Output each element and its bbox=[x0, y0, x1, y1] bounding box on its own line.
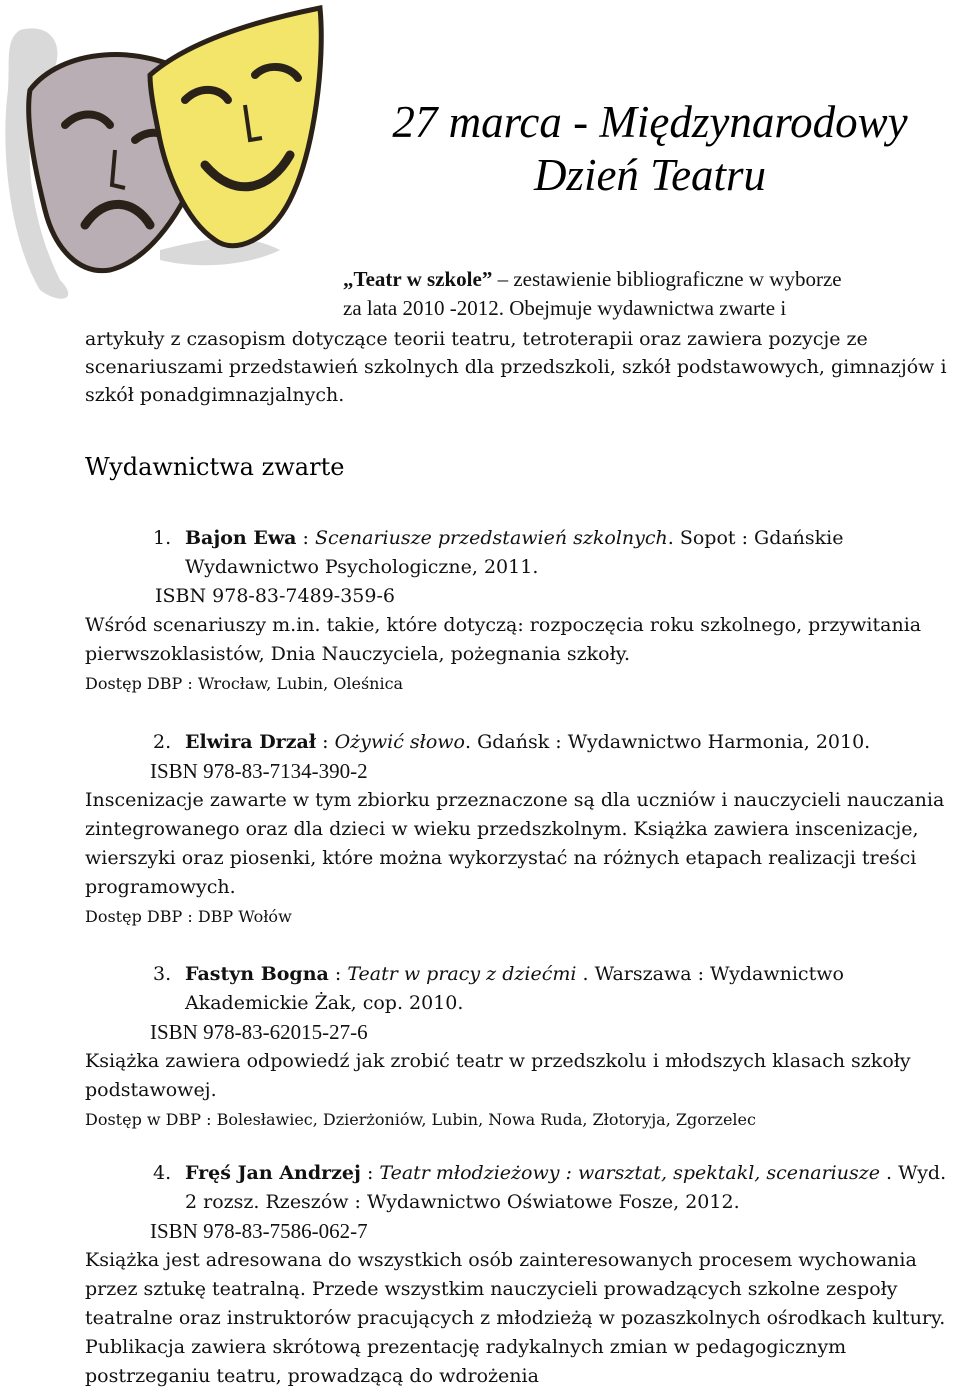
entry-isbn: ISBN 978-83-7586-062-7 bbox=[150, 1219, 368, 1243]
entry-number: 2. bbox=[153, 731, 172, 753]
entry-author: Elwira Drzał bbox=[185, 731, 317, 753]
entry-heading bbox=[85, 728, 957, 757]
bibliography-entry-4 bbox=[85, 1159, 957, 1391]
entry-publisher: . Warszawa : Wydawnictwo Akademickie Żak, cop. 2010. bbox=[185, 963, 844, 1014]
entry-description: Książka zawiera odpowiedź jak zrobić teatr w przedszkolu i młodszych klasach szkoły podstawowej. bbox=[85, 1050, 911, 1101]
entry-title: Teatr młodzieżowy : warsztat, spektakl, scenariusze bbox=[379, 1162, 880, 1184]
entry-separator: : bbox=[360, 1162, 380, 1184]
entry-access: Dostęp DBP : Wrocław, Lubin, Oleśnica bbox=[85, 674, 404, 693]
entry-title: Scenariusze przedstawień szkolnych bbox=[314, 527, 668, 549]
entry-heading bbox=[85, 960, 957, 1018]
entry-author: Bajon Ewa bbox=[185, 527, 297, 549]
entry-publisher: . Gdańsk : Wydawnictwo Harmonia, 2010. bbox=[465, 731, 871, 753]
intro-line-1-rest: – zestawienie bibliograficzne w wyborze bbox=[492, 267, 842, 291]
section-title: Wydawnictwa zwarte bbox=[85, 453, 345, 481]
entry-description: Wśród scenariuszy m.in. takie, które dotyczą: rozpoczęcia roku szkolnego, przywitania pierwszoklasistów, Dnia Nauczyciela, pożegnania szkoły. bbox=[85, 614, 922, 665]
entry-description: Inscenizacje zawarte w tym zbiorku przeznaczone są dla uczniów i nauczycieli nauczania zintegrowanego oraz dla dzieci w wieku przedszkolnym. Książka zawiera inscenizacje, wierszyki oraz piosenki, które można wykorzystać na różnych etapach realizacji treści programowych. bbox=[85, 789, 945, 898]
theatre-masks-icon bbox=[0, 0, 330, 310]
entry-description: Książka jest adresowana do wszystkich osób zainteresowanych procesem wychowania przez sztukę teatralną. Przede wszystkim nauczycieli prowadzących szkolne zespoły teatralne oraz instruktorów pracujących z młodzieżą w pozaszkolnych ośrodkach kultury. Publikacja zawiera skrótową prezentację radykalnych zmian w pedagogicznym postrzeganiu teatru, prowadzącą do wdrożenia bbox=[85, 1249, 946, 1387]
entry-author: Fastyn Bogna bbox=[185, 963, 329, 985]
entry-heading bbox=[85, 524, 957, 582]
entry-access: Dostęp w DBP : Bolesławiec, Dzierżoniów, Lubin, Nowa Ruda, Złotoryja, Zgorzelec bbox=[85, 1110, 756, 1129]
intro-paragraph: artykuły z czasopism dotyczące teorii teatru, tetroterapii oraz zawiera pozycje ze scenariuszami przedstawień szkolnych dla przedszkoli, szkół podstawowych, gimnazjów i szkół ponadgimnazjalnych. bbox=[85, 328, 947, 406]
title-line-2: Dzień Teatru bbox=[533, 150, 767, 200]
entry-number: 4. bbox=[153, 1162, 172, 1184]
entry-isbn: ISBN 978-83-7134-390-2 bbox=[150, 759, 368, 783]
entry-author: Fręś Jan Andrzej bbox=[185, 1162, 361, 1184]
entry-separator: : bbox=[328, 963, 348, 985]
entry-access: Dostęp DBP : DBP Wołów bbox=[85, 907, 292, 926]
intro-line-1 bbox=[343, 267, 842, 292]
entry-title: Ożywić słowo bbox=[334, 731, 465, 753]
entry-number: 3. bbox=[153, 963, 172, 985]
intro-quote: „Teatr w szkole” bbox=[343, 267, 493, 291]
entry-title: Teatr w pracy z dziećmi bbox=[347, 963, 577, 985]
entry-number: 1. bbox=[153, 527, 172, 549]
bibliography-entry-2 bbox=[85, 728, 957, 931]
intro-line-2: za lata 2010 -2012. Obejmuje wydawnictwa zwarte i bbox=[343, 296, 787, 320]
entry-publisher: . Wyd. 2 rozsz. Rzeszów : Wydawnictwo Oświatowe Fosze, 2012. bbox=[185, 1162, 947, 1213]
entry-publisher: . Sopot : Gdańskie Wydawnictwo Psychologiczne, 2011. bbox=[185, 527, 844, 578]
entry-separator: : bbox=[296, 527, 315, 549]
title-line-1: 27 marca - Międzynarodowy bbox=[392, 97, 908, 147]
entry-isbn: ISBN 978-83-7489-359-6 bbox=[155, 585, 395, 607]
page-title bbox=[340, 96, 960, 202]
entry-isbn: ISBN 978-83-62015-27-6 bbox=[150, 1020, 368, 1044]
bibliography-entry-1 bbox=[85, 524, 957, 698]
entry-heading bbox=[85, 1159, 957, 1217]
entry-separator: : bbox=[316, 731, 335, 753]
bibliography-entry-3 bbox=[85, 960, 957, 1134]
